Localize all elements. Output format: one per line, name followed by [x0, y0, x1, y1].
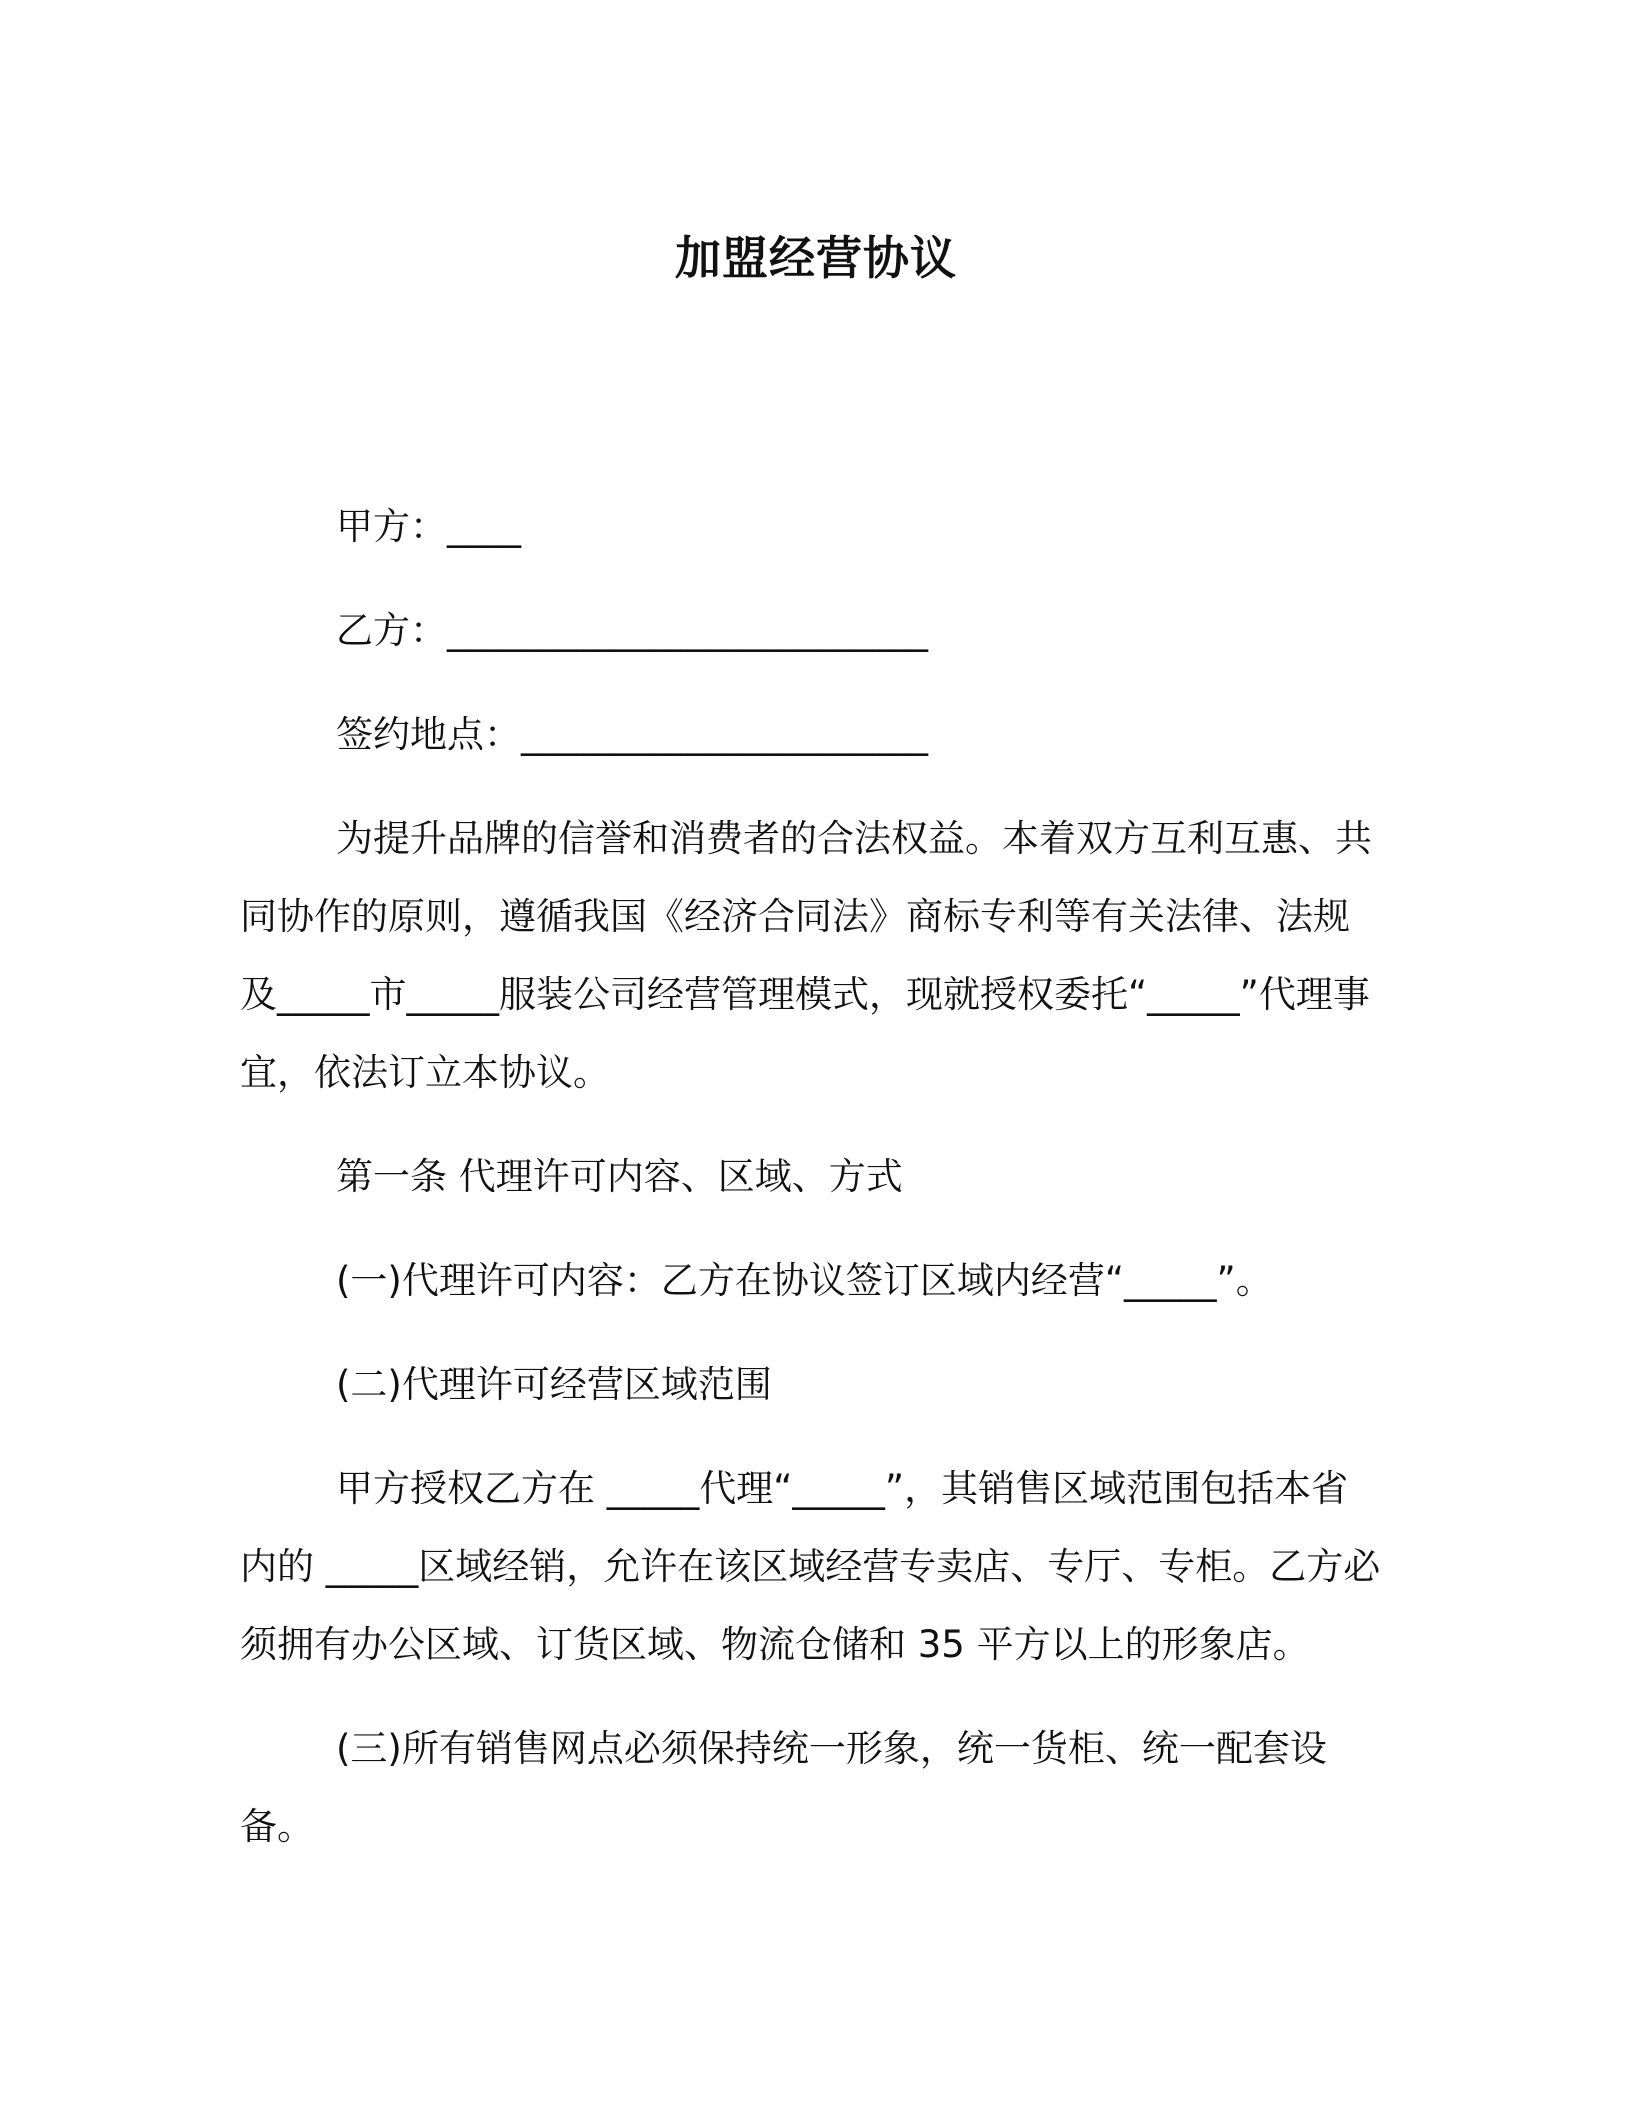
- clause-2-heading: (二)代理许可经营区域范围: [336, 1363, 772, 1406]
- document-body: [240, 488, 1385, 1892]
- signing-location-line: 签约地点：______________________: [336, 713, 928, 756]
- clause-1-license-content: (一)代理许可内容：乙方在协议签订区域内经营“_____”。: [336, 1259, 1273, 1302]
- clause-3-unified-image: (三)所有销售网点必须保持统一形象，统一货柜、统一配套设备。: [240, 1727, 1327, 1848]
- document-title: 加盟经营协议: [675, 231, 957, 285]
- party-a-line: 甲方：____: [336, 505, 521, 548]
- party-b-line: 乙方：__________________________: [336, 609, 928, 652]
- article-1-heading: 第一条 代理许可内容、区域、方式: [336, 1155, 903, 1198]
- preamble-paragraph: 为提升品牌的信誉和消费者的合法权益。本着双方互利互惠、共同协作的原则，遵循我国《经济合同法》商标专利等有关法律、法规及_____市_____服装公司经营管理模式，现就授权委托“_____”代理事宜，依法订立本协议。: [240, 817, 1372, 1094]
- clause-2-region-paragraph: 甲方授权乙方在 _____代理“_____”，其销售区域范围包括本省内的 _____区域经销，允许在该区域经营专卖店、专厅、专柜。乙方必须拥有办公区域、订货区域、物流仓储和 35 平方以上的形象店。: [240, 1467, 1381, 1666]
